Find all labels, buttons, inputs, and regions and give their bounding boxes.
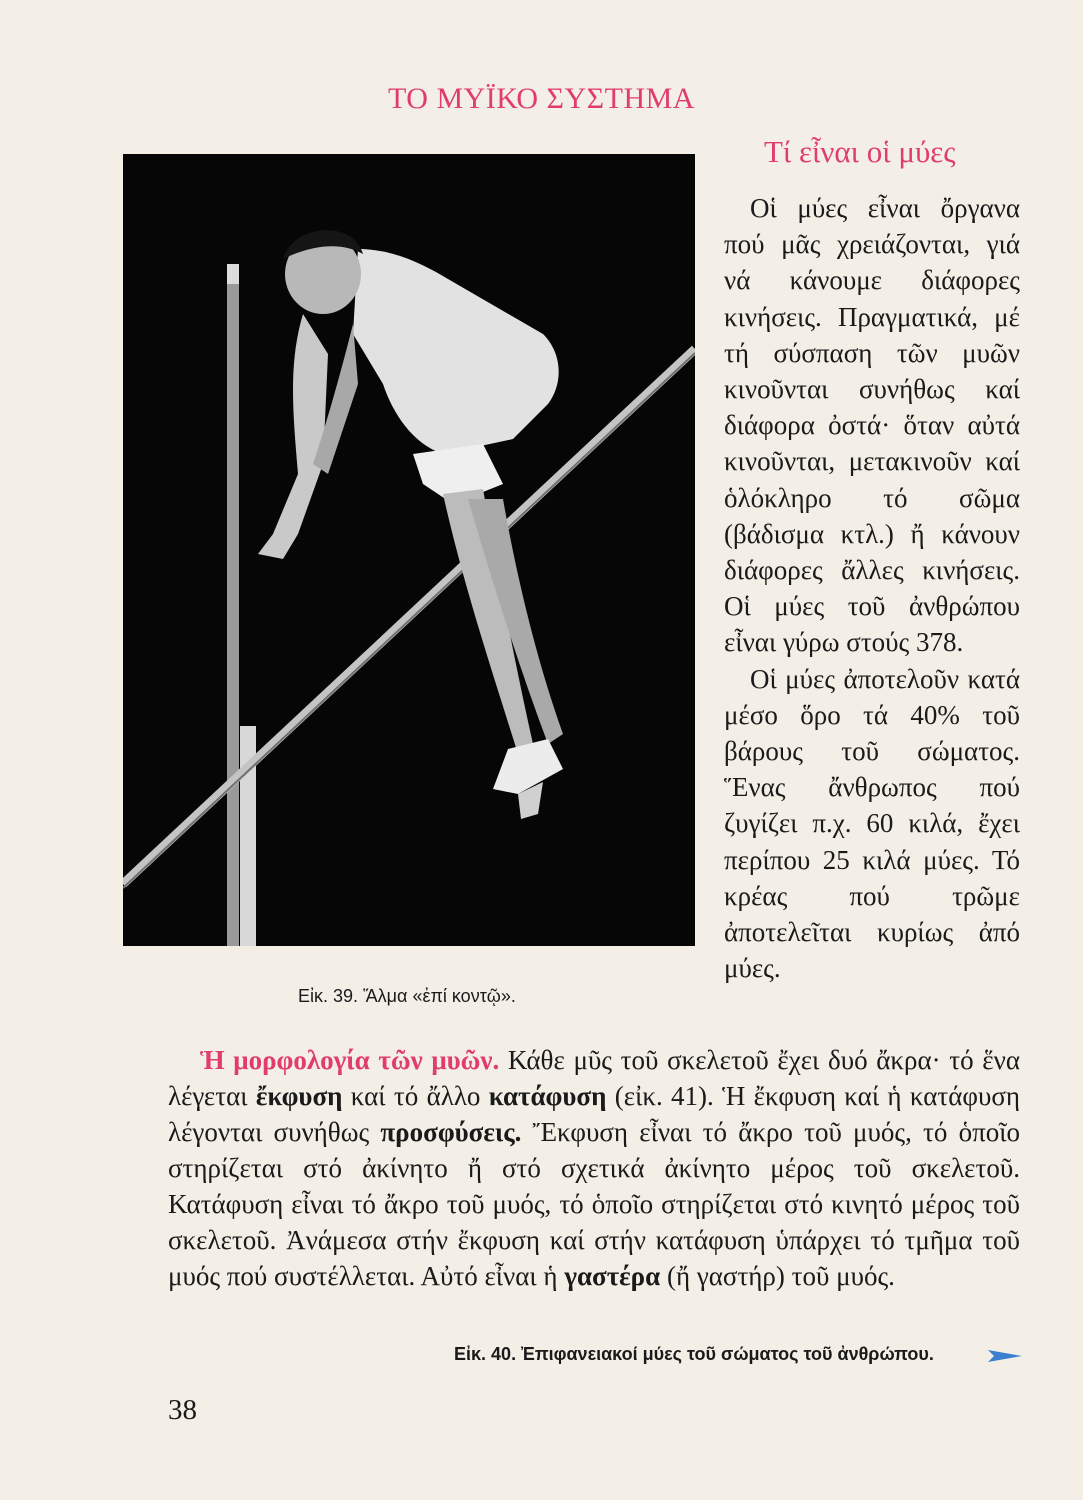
page-number: 38 <box>168 1394 197 1426</box>
morphology-text-2: καί τό ἄλλο <box>342 1081 489 1111</box>
term-prosfyseis: προσφύσεις. <box>380 1117 522 1147</box>
figure-39-caption: Εἰκ. 39. Ἅλμα «ἐπί κοντῷ». <box>298 986 516 1006</box>
paragraph-1: Οἱ μύες εἶναι ὄργανα πού μᾶς χρειάζονται, γιά νά κάνουμε διάφορες κινήσεις. Πραγματικά, μέ τή σύσπαση τῶν μυῶν κινοῦνται συνήθως καί διάφορα ὀστά· ὅταν αὐτά κινοῦνται, μετακινοῦν καί ὁλόκληρο τό σῶμα (βάδισμα κτλ.) ἤ κάνουν διάφορες ἄλλες κινήσεις. Οἱ μύες τοῦ ἀνθρώπου εἶναι γύρω στούς 378. <box>724 193 1020 658</box>
paragraph-2: Οἱ μύες ἀποτελοῦν κατά μέσο ὅρο τά 40% τοῦ βάρους τοῦ σώματος. Ἕνας ἄνθρωπος πού ζυγίζει π.χ. 60 κιλά, ἔχει περίπου 25 κιλά μύες. Τό κρέας πού τρῶμε ἀποτελεῖται κυρίως ἀπό μύες. <box>724 663 1020 984</box>
morphology-text-4: Ἔκφυση εἶναι τό ἄκρο τοῦ μυός, τό ὁποῖο στηρίζεται στό ἀκίνητο ἤ στό σχετικά ἀκίνητο μέρος τοῦ σκελετοῦ. Κατάφυση εἶναι τό ἄκρο τοῦ μυός, τό ὁποῖο στηρίζεται στό κινητό μέρος τοῦ σκελετοῦ. Ἀνάμεσα στήν ἔκφυση καί στήν κατάφυση ὑπάρχει τό τμῆμα τοῦ μυός πού συστέλλεται. Αὐτό εἶναι ἡ <box>168 1117 1020 1291</box>
right-arrow-icon <box>988 1349 1022 1363</box>
morphology-heading: Ἡ μορφολογία τῶν μυῶν. <box>200 1045 500 1075</box>
term-katafysi: κατάφυση <box>488 1081 607 1111</box>
term-ekfysi: ἔκφυση <box>255 1081 343 1111</box>
pole-vault-illustration <box>123 154 695 946</box>
morphology-text-5: (ἤ γαστήρ) τοῦ μυός. <box>660 1261 895 1291</box>
page-title: ΤΟ ΜΥΪΚΟ ΣΥΣΤΗΜΑ <box>388 82 695 115</box>
pole-vault-photo <box>123 154 695 946</box>
morphology-paragraph <box>168 1042 1020 1294</box>
side-column-text <box>724 190 1020 986</box>
section-heading: Τί εἶναι οἱ μύες <box>764 134 956 169</box>
term-gastera: γαστέρα <box>564 1261 661 1291</box>
figure-40-caption: Εἰκ. 40. Ἐπιφανειακοί μύες τοῦ σώματος τοῦ ἀνθρώπου. <box>454 1344 934 1364</box>
upright-post <box>227 264 239 946</box>
morphology-text-1: Κάθε μῦς τοῦ σκελετοῦ ἔχει δυό ἄκρα· τό ἕνα λέγεται <box>168 1045 1020 1111</box>
morphology-text-3: (εἰκ. 41). Ἡ ἔκφυση καί ἡ κατάφυση λέγονται συνήθως <box>168 1081 1020 1147</box>
